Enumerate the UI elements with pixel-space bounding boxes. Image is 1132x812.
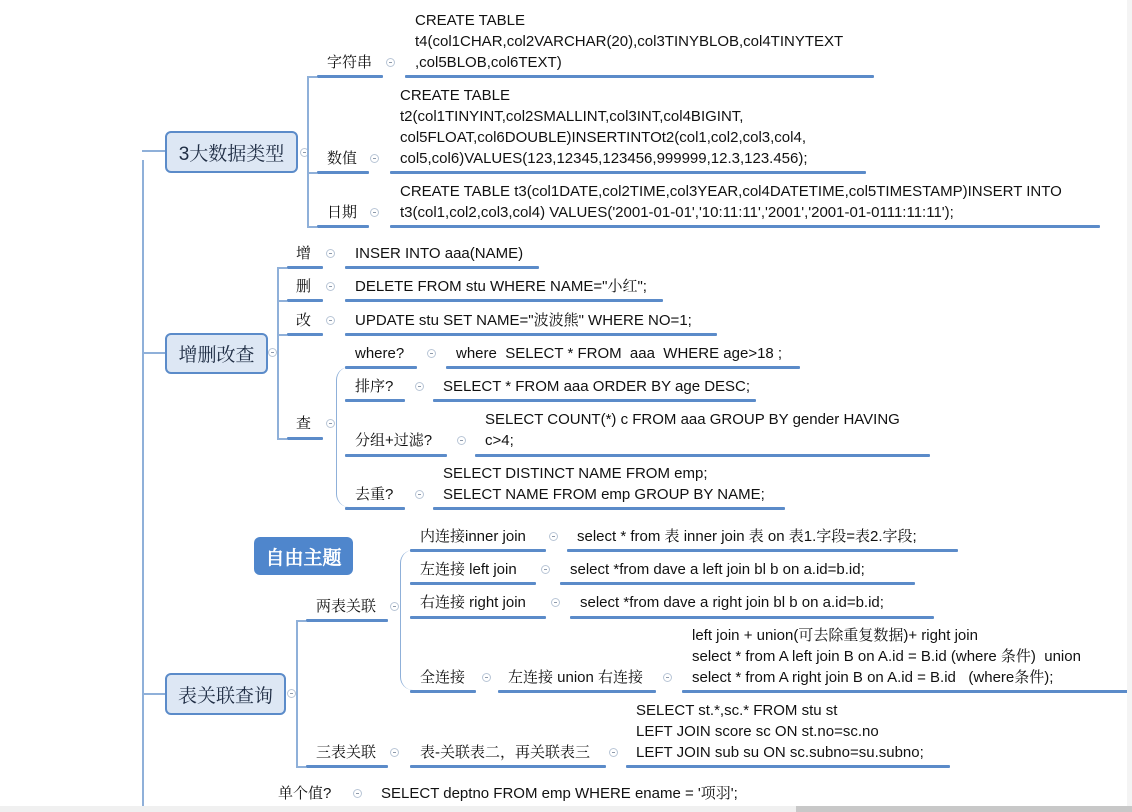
- vertical-scrollbar[interactable]: [1127, 0, 1132, 806]
- branch-connector: [400, 550, 413, 690]
- code-line: select * from A right join B on A.id = B.id (where条件);: [692, 669, 1054, 686]
- root-connector-spine: [142, 160, 144, 806]
- node-numeric[interactable]: 数值: [327, 150, 358, 167]
- code-line: SELECT deptno FROM emp WHERE ename = '项羽';: [381, 785, 738, 802]
- node-right-join[interactable]: 右连接 right join: [420, 594, 526, 611]
- connector: [307, 226, 317, 228]
- collapse-icon[interactable]: [549, 532, 558, 541]
- topic-label: 增删改查: [178, 345, 255, 366]
- collapse-icon[interactable]: [390, 602, 399, 611]
- underline: [560, 582, 915, 585]
- collapse-icon[interactable]: [326, 419, 335, 428]
- connector: [296, 766, 306, 768]
- free-topic[interactable]: [254, 537, 353, 575]
- code-line: CREATE TABLE: [415, 12, 526, 29]
- connector: [277, 438, 287, 440]
- code-line: LEFT JOIN score sc ON st.no=sc.no: [636, 723, 879, 740]
- underline: [345, 454, 447, 457]
- branch-connector: [336, 367, 349, 507]
- branch-connector: [277, 267, 279, 439]
- underline: [433, 507, 785, 510]
- node-three-table-method[interactable]: 表-关联表二，再关联表三: [420, 744, 590, 761]
- underline: [682, 690, 1132, 693]
- node-left-join[interactable]: 左连接 left join: [420, 561, 517, 578]
- connector: [296, 620, 306, 622]
- code-line: SELECT DISTINCT NAME FROM emp;: [443, 465, 708, 482]
- underline: [570, 616, 934, 619]
- underline: [410, 765, 606, 768]
- code-line: DELETE FROM stu WHERE NAME="小红";: [355, 278, 647, 295]
- underline: [287, 437, 323, 440]
- collapse-icon[interactable]: [482, 673, 491, 682]
- node-insert[interactable]: 增: [296, 245, 312, 262]
- connector: [277, 334, 287, 336]
- underline: [317, 171, 369, 174]
- node-date[interactable]: 日期: [327, 204, 358, 221]
- collapse-icon[interactable]: [353, 789, 362, 798]
- node-where[interactable]: where?: [355, 345, 405, 362]
- underline: [390, 171, 866, 174]
- code-line: where SELECT * FROM aaa WHERE age>18 ;: [456, 345, 783, 362]
- underline: [446, 366, 800, 369]
- collapse-icon[interactable]: [370, 208, 379, 217]
- code-line: select *from dave a right join bl b on a.id=b.id;: [580, 594, 884, 611]
- underline: [345, 266, 539, 269]
- code-line: col5FLOAT,col6DOUBLE)INSERTINTOt2(col1,col2,col3,col4,: [400, 129, 806, 146]
- collapse-icon[interactable]: [326, 316, 335, 325]
- code-line: c>4;: [485, 432, 514, 449]
- code-line: INSER INTO aaa(NAME): [355, 245, 524, 262]
- node-distinct[interactable]: 去重?: [355, 486, 394, 503]
- underline: [345, 399, 405, 402]
- underline: [317, 75, 383, 78]
- collapse-icon[interactable]: [390, 748, 399, 757]
- underline: [306, 619, 388, 622]
- code-line: SELECT COUNT(*) c FROM aaa GROUP BY gender HAVING: [485, 411, 900, 428]
- node-single-value[interactable]: 单个值?: [278, 785, 332, 802]
- code-line: LEFT JOIN sub su ON sc.subno=su.subno;: [636, 744, 924, 761]
- underline: [410, 690, 476, 693]
- connector: [277, 300, 287, 302]
- code-line: UPDATE stu SET NAME="波波熊" WHERE NO=1;: [355, 312, 692, 329]
- code-line: ,col5BLOB,col6TEXT): [415, 54, 562, 71]
- connector: [307, 172, 317, 174]
- underline: [345, 507, 405, 510]
- collapse-icon[interactable]: [609, 748, 618, 757]
- node-string[interactable]: 字符串: [327, 54, 373, 71]
- underline: [498, 690, 656, 693]
- node-delete[interactable]: 删: [296, 278, 312, 295]
- node-query[interactable]: 查: [296, 415, 312, 432]
- collapse-icon[interactable]: [457, 436, 466, 445]
- node-full-join[interactable]: 全连接: [420, 669, 466, 686]
- node-order[interactable]: 排序?: [355, 378, 394, 395]
- connector: [142, 150, 166, 152]
- underline: [475, 454, 930, 457]
- underline: [287, 333, 323, 336]
- code-line: CREATE TABLE t3(col1DATE,col2TIME,col3YEAR,col4DATETIME,col5TIMESTAMP)INSERT INTO: [400, 183, 1062, 200]
- underline: [410, 582, 536, 585]
- collapse-icon[interactable]: [551, 598, 560, 607]
- collapse-icon[interactable]: [541, 565, 550, 574]
- collapse-icon[interactable]: [370, 154, 379, 163]
- topic-crud[interactable]: [165, 333, 268, 374]
- collapse-icon[interactable]: [326, 249, 335, 258]
- topic-table-join[interactable]: [165, 673, 286, 715]
- underline: [405, 75, 874, 78]
- collapse-icon[interactable]: [415, 382, 424, 391]
- code-line: col5,col6)VALUES(123,12345,123456,999999,12.3,123.456);: [400, 150, 808, 167]
- code-line: SELECT st.*,sc.* FROM stu st: [636, 702, 838, 719]
- underline: [287, 299, 323, 302]
- underline: [345, 366, 417, 369]
- collapse-icon[interactable]: [663, 673, 672, 682]
- connector: [277, 267, 287, 269]
- underline: [433, 399, 756, 402]
- node-three-table-join[interactable]: 三表关联: [316, 744, 377, 761]
- node-group-filter[interactable]: 分组+过滤?: [355, 432, 433, 449]
- code-line: SELECT * FROM aaa ORDER BY age DESC;: [443, 378, 751, 395]
- underline: [390, 225, 1100, 228]
- code-line: CREATE TABLE: [400, 87, 511, 104]
- code-line: select * from A left join B on A.id = B.id (where 条件) union: [692, 648, 1081, 665]
- connector: [142, 352, 166, 354]
- code-line: select * from 表 inner join 表 on 表1.字段=表2.字段;: [577, 528, 917, 545]
- topic-data-types[interactable]: [165, 131, 298, 173]
- horizontal-scrollbar-thumb[interactable]: [796, 806, 1132, 812]
- underline: [410, 616, 546, 619]
- topic-label: 表关联查询: [177, 685, 273, 707]
- underline: [345, 333, 717, 336]
- code-line: t4(col1CHAR,col2VARCHAR(20),col3TINYBLOB,col4TINYTEXT: [415, 33, 844, 50]
- underline: [567, 549, 958, 552]
- underline: [345, 299, 663, 302]
- collapse-icon[interactable]: [415, 490, 424, 499]
- code-line: left join + union(可去除重复数据)+ right join: [692, 627, 978, 644]
- underline: [287, 266, 323, 269]
- code-line: SELECT NAME FROM emp GROUP BY NAME;: [443, 486, 765, 503]
- collapse-icon[interactable]: [427, 349, 436, 358]
- node-update[interactable]: 改: [296, 312, 312, 329]
- node-two-table-join[interactable]: 两表关联: [316, 598, 377, 615]
- branch-connector: [307, 76, 309, 227]
- code-line: select *from dave a left join bl b on a.id=b.id;: [570, 561, 865, 578]
- collapse-icon[interactable]: [326, 282, 335, 291]
- node-full-join-method[interactable]: 左连接 union 右连接: [508, 669, 644, 686]
- topic-label: 3大数据类型: [178, 143, 285, 165]
- underline: [410, 549, 546, 552]
- collapse-icon[interactable]: [386, 58, 395, 67]
- branch-connector: [296, 620, 298, 766]
- node-inner-join[interactable]: 内连接inner join: [420, 528, 526, 545]
- underline: [306, 765, 388, 768]
- underline: [317, 225, 369, 228]
- connector: [307, 76, 317, 78]
- free-topic-label: 自由主题: [265, 547, 342, 569]
- code-line: t2(col1TINYINT,col2SMALLINT,col3INT,col4BIGINT,: [400, 108, 744, 125]
- collapse-icon[interactable]: [287, 689, 296, 698]
- code-line: t3(col1,col2,col3,col4) VALUES('2001-01-01','10:11:11','2001','2001-01-0111:11:11');: [400, 204, 954, 221]
- underline: [626, 765, 950, 768]
- collapse-icon[interactable]: [268, 348, 277, 357]
- connector: [142, 693, 166, 695]
